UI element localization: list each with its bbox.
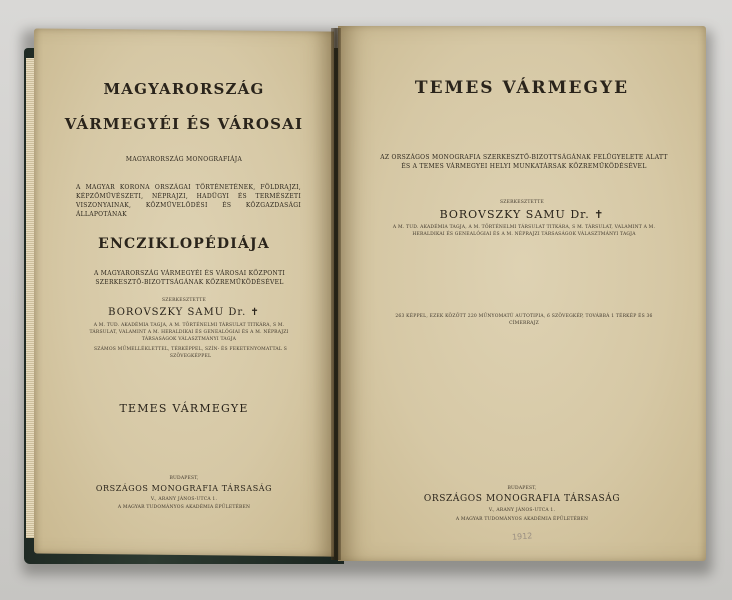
left-city: BUDAPEST, bbox=[169, 476, 199, 481]
right-publisher: ORSZÁGOS MONOGRAFIA TÁRSASÁG bbox=[423, 494, 621, 504]
left-address: V., ARANY JÁNOS-UTCA 1. bbox=[150, 497, 218, 502]
pencil-note: 1912 bbox=[511, 531, 533, 542]
left-edited-by: SZERKESZTETTE bbox=[162, 298, 206, 303]
left-subtitle: MAGYARORSZÁG MONOGRAFIÁJA bbox=[125, 156, 243, 163]
right-page bbox=[338, 26, 706, 561]
right-editor-credentials: A M. TUD. AKADÉMIA TAGJA, A M. TÖRTÉNELMI TÁRSULAT TITKÁRA, S M. TÁRSULAT, VALAMINT A M. HERALDIKAI ÉS GENEALÓGIAI ÉS A M. NÉPRAJZI TÁRSASÁGOK VÁLASZTMÁNYI TAGJA bbox=[392, 225, 656, 237]
right-title: TEMES VÁRMEGYE bbox=[414, 78, 630, 98]
left-title-line1: MAGYARORSZÁG bbox=[103, 80, 265, 98]
left-description: A MAGYAR KORONA ORSZÁGAI TÖRTÉNETÉNEK, FÖLDRAJZI, KÉPZŐMŰVÉSZETI, NÉPRAJZI, HADÜGYI ÉS TERMÉSZETI VISZONYAINAK, KÖZMŰVELŐDÉSI ÉS KÖZGAZDASÁGI ÁLLAPOTÁNAK bbox=[76, 184, 301, 218]
left-editor-credentials: A M. TUD. AKADÉMIA TAGJA, A M. TÖRTÉNELMI TÁRSULAT TITKÁRA, S M. TÁRSULAT, VALAMINT A M. HERALDIKAI ÉS GENEALÓGIAI ÉS A M. NÉPRAJZI TÁRSASÁGOK VÁLASZTMÁNYI TAGJA bbox=[89, 323, 289, 342]
right-supervision: AZ ORSZÁGOS MONOGRAFIA SZERKESZTŐ-BIZOTTSÁGÁNAK FELÜGYELETE ALATT ÉS A TEMES VÁRMEGYEI HELYI MUNKATÁRSAK KÖZREMŰKÖDÉSÉVEL bbox=[380, 154, 668, 170]
right-illustrations: 263 KÉPPEL, EZEK KÖZÖTT 220 MŰNYOMATÚ AUTOTIPIA, 6 SZÖVEGKÉP, TOVÁBBÁ 1 TÉRKÉP ÉS 36 CÍMERRAJZ bbox=[395, 314, 653, 326]
left-printer: A MAGYAR TUDOMÁNYOS AKADÉMIA ÉPÜLETÉBEN bbox=[117, 505, 251, 510]
right-city: BUDAPEST, bbox=[507, 486, 537, 491]
left-title-line2: VÁRMEGYÉI ÉS VÁROSAI bbox=[64, 115, 304, 133]
left-encyclopedia: ENCZIKLOPÉDIÁJA bbox=[98, 236, 270, 252]
left-editor: BOROVSZKY SAMU Dr. ✝ bbox=[108, 307, 260, 318]
right-editor: BOROVSZKY SAMU Dr. ✝ bbox=[439, 208, 605, 221]
left-illustrations: SZÁMOS MŰMELLÉKLETTEL, TÉRKÉPPEL, SZÍN- ÉS FEKETENYOMATTAL S SZÖVEGKÉPPEL bbox=[93, 347, 287, 359]
left-committee: A MAGYARORSZÁG VÁRMEGYÉI ÉS VÁROSAI KÖZPONTI SZERKESZTŐ-BIZOTTSÁGÁNAK KÖZREMŰKÖDÉSÉVEL bbox=[93, 270, 286, 286]
right-edited-by: SZERKESZTETTE bbox=[500, 200, 544, 205]
left-volume: TEMES VÁRMEGYE bbox=[119, 402, 249, 415]
right-printer: A MAGYAR TUDOMÁNYOS AKADÉMIA ÉPÜLETÉBEN bbox=[455, 517, 589, 522]
left-publisher: ORSZÁGOS MONOGRAFIA TÁRSASÁG bbox=[95, 484, 273, 493]
right-address: V., ARANY JÁNOS-UTCA 1. bbox=[488, 508, 556, 513]
